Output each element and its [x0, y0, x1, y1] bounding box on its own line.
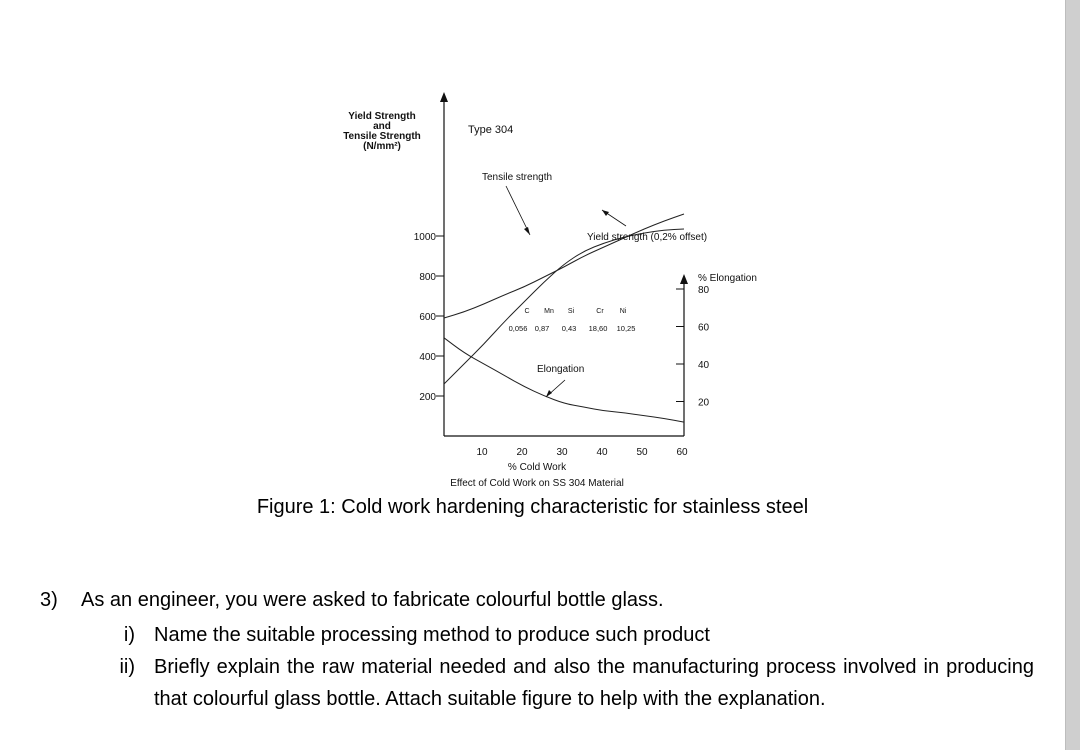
yield-arrow-icon — [602, 210, 609, 216]
sub-question-number: i) — [123, 624, 135, 646]
y-axis-title-line: Yield Strength — [348, 111, 416, 122]
y-tick-label: 800 — [419, 272, 436, 283]
y-axis-arrow-icon — [440, 92, 448, 102]
composition-value: 0,43 — [561, 324, 577, 333]
cold-work-chart — [320, 88, 790, 492]
y-axis-title-line: Tensile Strength — [343, 131, 421, 142]
y2-axis-arrow-icon — [680, 274, 688, 284]
y-axis-title-line: (N/mm²) — [363, 141, 401, 152]
elongation-label: Elongation — [537, 364, 585, 375]
composition-header: Cr — [596, 308, 604, 315]
chart-caption: Effect of Cold Work on SS 304 Material — [450, 478, 624, 489]
x-axis-label: % Cold Work — [507, 462, 567, 473]
question-text: As an engineer, you were asked to fabricate colourful bottle glass. — [81, 589, 664, 611]
composition-header: Mn — [544, 308, 554, 315]
chart-axes — [440, 92, 757, 436]
y-tick-label: 1000 — [413, 232, 436, 243]
x-tick-label: 50 — [636, 447, 648, 458]
tensile-pointer — [506, 186, 530, 235]
composition-header: C — [524, 308, 530, 315]
composition-value: 18,60 — [588, 324, 608, 333]
sub-question-number: ii) — [119, 656, 135, 678]
series-line-0 — [444, 214, 684, 318]
y-axis-title — [343, 111, 421, 152]
series-line-2 — [444, 338, 684, 422]
y-tick-label: 200 — [419, 392, 436, 403]
composition-value: 10,25 — [616, 324, 636, 333]
question-number: 3) — [40, 589, 58, 611]
vertical-scrollbar[interactable] — [1065, 0, 1080, 750]
y-tick-label: 600 — [419, 312, 436, 323]
x-tick-label: 10 — [476, 447, 488, 458]
x-tick-label: 60 — [676, 447, 688, 458]
yield-label: Yield strength (0,2% offset) — [587, 232, 708, 243]
tensile-label: Tensile strength — [482, 172, 553, 183]
y-tick-label: 400 — [419, 352, 436, 363]
chart-title: Type 304 — [468, 124, 514, 136]
composition-header: Si — [567, 308, 575, 315]
figure-caption: Figure 1: Cold work hardening characteristic for stainless steel — [256, 496, 809, 518]
series-line-1 — [444, 229, 684, 384]
elongation-arrow-icon — [546, 390, 552, 397]
y-axis-title-line: and — [373, 121, 391, 132]
x-tick-label: 40 — [596, 447, 608, 458]
x-tick-label: 20 — [516, 447, 528, 458]
sub-question-text: Briefly explain the raw material needed and also the manufacturing process involved in producing that colourful glass bottle. Attach suitable figure to help with the explanation. — [154, 656, 1034, 710]
tensile-arrow-icon — [524, 227, 530, 235]
y2-tick-label: 40 — [698, 360, 710, 371]
composition-value: 0,87 — [534, 324, 550, 333]
y2-axis-label: % Elongation — [698, 273, 757, 284]
chart-series — [444, 214, 684, 422]
y2-tick-label: 20 — [698, 397, 710, 409]
y2-tick-label: 60 — [698, 322, 710, 334]
chart-annotations — [482, 172, 707, 397]
y2-tick-label: 80 — [698, 285, 710, 296]
sub-question-text: Name the suitable processing method to produce such product — [154, 624, 710, 646]
composition-value: 0,056 — [508, 324, 528, 333]
x-tick-label: 30 — [556, 447, 568, 458]
composition-header: Ni — [619, 308, 627, 315]
composition-table — [509, 308, 636, 333]
